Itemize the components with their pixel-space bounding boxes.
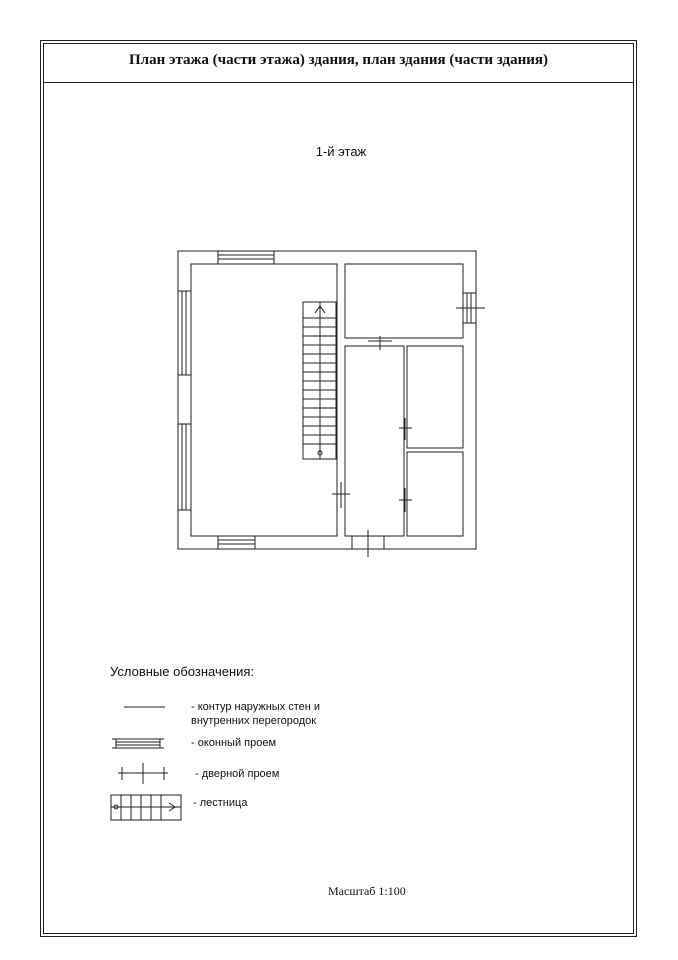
- door-entrance: [352, 530, 384, 557]
- floor-label: 1-й этаж: [315, 144, 367, 159]
- legend-label-walls: [191, 700, 320, 728]
- window-left-lower: [178, 424, 191, 510]
- legend-label-stairs: - лестница: [193, 797, 248, 809]
- window-right: [456, 293, 485, 323]
- door-small-lower: [399, 488, 412, 512]
- legend-label-door: - дверной проем: [195, 768, 280, 780]
- room-top-right: [345, 264, 463, 338]
- staircase: [303, 302, 336, 459]
- legend-label-walls-line2: внутренних перегородок: [191, 715, 317, 727]
- legend-title: Условные обозначения:: [110, 664, 255, 679]
- scale-label: Масштаб 1:100: [328, 884, 406, 898]
- legend-symbol-window: [112, 739, 164, 748]
- legend-symbol-door: [118, 763, 168, 784]
- door-small-upper: [399, 418, 412, 440]
- sheet-title: План этажа (части этажа) здания, план здания (части здания): [129, 52, 548, 68]
- legend-symbol-stairs: [111, 795, 181, 820]
- legend-label-window: - оконный проем: [191, 737, 277, 749]
- legend-label-walls-line1: - контур наружных стен и: [191, 701, 321, 713]
- room-small-lower: [407, 452, 463, 536]
- room-small-upper: [407, 346, 463, 448]
- door-corridor-main: [332, 482, 350, 508]
- room-corridor: [345, 346, 404, 536]
- window-bottom: [218, 536, 255, 549]
- window-top: [218, 251, 274, 264]
- window-left-upper: [178, 291, 191, 375]
